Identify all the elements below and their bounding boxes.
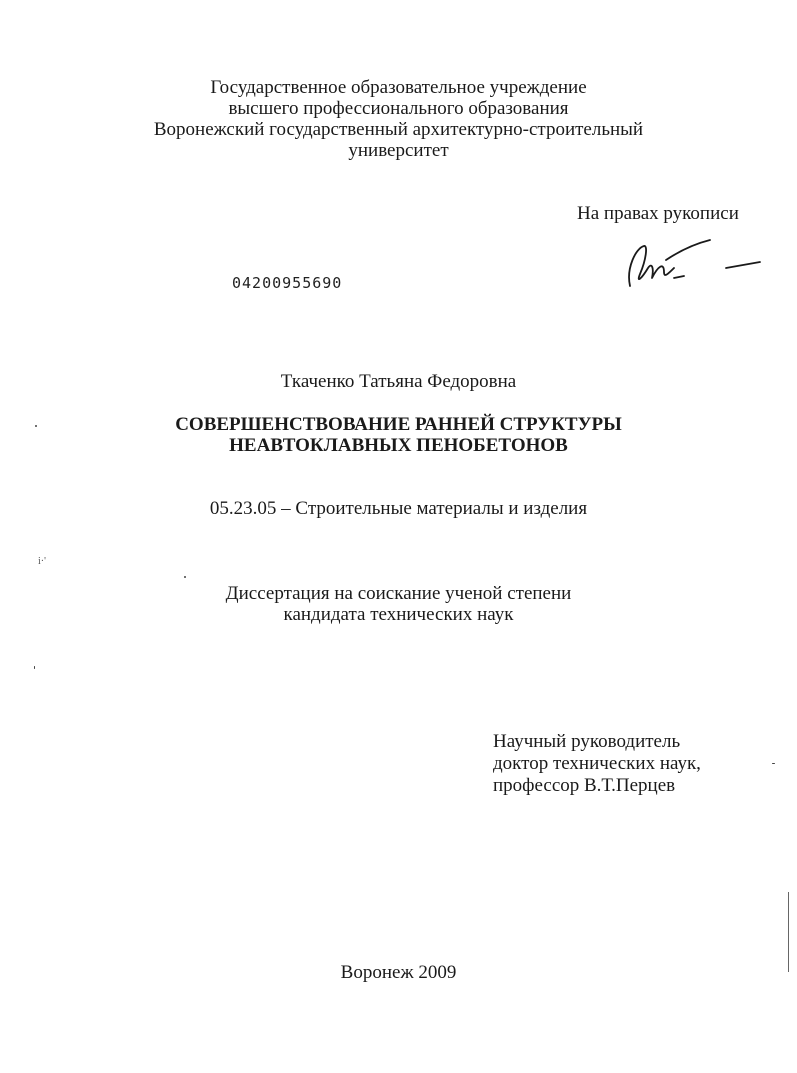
institution-line-4: университет <box>348 140 449 161</box>
city-year: Воронеж 2009 <box>340 962 457 983</box>
supervisor-degree: доктор технических наук, <box>493 753 701 774</box>
degree-line-1: Диссертация на соискание ученой степени <box>225 583 572 604</box>
scan-speck <box>184 576 186 578</box>
title-line-2: НЕАВТОКЛАВНЫХ ПЕНОБЕТОНОВ <box>229 435 568 456</box>
scan-speck <box>34 666 35 669</box>
manuscript-note: На правах рукописи <box>577 203 739 224</box>
scan-speck <box>35 425 37 427</box>
scan-speck <box>772 763 775 764</box>
signature-icon <box>618 238 768 298</box>
institution-line-2: высшего профессионального образования <box>228 98 569 119</box>
supervisor-name: профессор В.Т.Перцев <box>493 775 676 796</box>
institution-line-1: Государственное образовательное учреждение <box>210 77 587 98</box>
specialty-code: 05.23.05 – Строительные материалы и изделия <box>209 498 588 519</box>
author-name: Ткаченко Татьяна Федоровна <box>280 371 517 392</box>
institution-line-3: Воронежский государственный архитектурно-строительный <box>153 119 644 140</box>
scan-edge-line <box>788 892 789 972</box>
degree-line-2: кандидата технических наук <box>283 604 514 625</box>
supervisor-label: Научный руководитель <box>493 731 681 752</box>
title-line-1: СОВЕРШЕНСТВОВАНИЕ РАННЕЙ СТРУКТУРЫ <box>175 414 622 435</box>
scan-mark: i·' <box>38 556 46 567</box>
catalog-number: 04200955690 <box>232 274 343 292</box>
